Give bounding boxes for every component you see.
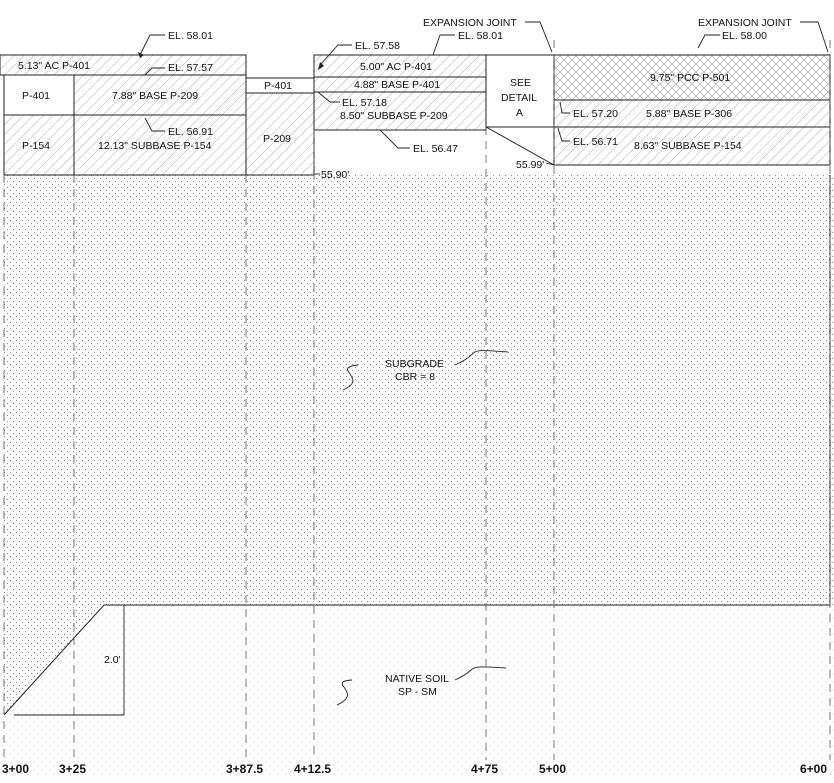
station-475: 4+75 bbox=[471, 762, 499, 776]
native-soil-label: NATIVE SOIL bbox=[385, 673, 449, 685]
label-subbase-850: 8.50" SUBBASE P-209 bbox=[340, 110, 448, 122]
station-300: 3+00 bbox=[2, 762, 30, 776]
label-p401-mid: P-401 bbox=[264, 80, 293, 92]
label-ac-500: 5.00" AC P-401 bbox=[360, 61, 433, 73]
label-p209-mid: P-209 bbox=[263, 133, 292, 145]
expansion-joint-1: EXPANSION JOINT bbox=[423, 17, 517, 29]
label-see-detail-3: A bbox=[516, 107, 524, 119]
label-pcc-975: 9.75" PCC P-501 bbox=[650, 72, 731, 84]
label-base-488: 4.88" BASE P-401 bbox=[354, 79, 441, 91]
dimension-label: 2.0' bbox=[104, 654, 121, 666]
el-5757: EL. 57.57 bbox=[168, 62, 213, 74]
label-subbase-863: 8.63" SUBBASE P-154 bbox=[634, 140, 742, 152]
el-5590: 55.90' bbox=[321, 169, 350, 181]
el-5599: 55.99' bbox=[516, 159, 545, 171]
label-p401-left: P-401 bbox=[22, 90, 51, 102]
subgrade-area bbox=[4, 175, 834, 605]
station-325: 3+25 bbox=[59, 762, 87, 776]
expansion-joint-2: EXPANSION JOINT bbox=[698, 17, 792, 29]
el-5801-left: EL. 58.01 bbox=[168, 30, 213, 42]
station-3875: 3+87.5 bbox=[226, 762, 264, 776]
native-soil-type: SP - SM bbox=[398, 686, 437, 698]
subgrade-label: SUBGRADE bbox=[385, 358, 444, 370]
label-base-788: 7.88" BASE P-209 bbox=[112, 90, 199, 102]
el-5800: EL. 58.00 bbox=[722, 30, 767, 42]
el-5647: EL. 56.47 bbox=[413, 143, 458, 155]
label-p154-left: P-154 bbox=[22, 140, 51, 152]
label-ac-left: 5.13" AC P-401 bbox=[18, 60, 91, 72]
el-5720: EL. 57.20 bbox=[573, 108, 618, 120]
label-see-detail-2: DETAIL bbox=[501, 92, 537, 104]
el-5718: EL. 57.18 bbox=[342, 97, 387, 109]
el-5801-mid: EL. 58.01 bbox=[458, 30, 503, 42]
subgrade-cbr: CBR = 8 bbox=[395, 371, 435, 383]
el-5671: EL. 56.71 bbox=[573, 136, 618, 148]
el-5758: EL. 57.58 bbox=[355, 40, 400, 52]
station-4125: 4+12.5 bbox=[294, 762, 332, 776]
station-500: 5+00 bbox=[539, 762, 567, 776]
station-600: 6+00 bbox=[800, 762, 828, 776]
label-base-588: 5.88" BASE P-306 bbox=[646, 108, 733, 120]
label-see-detail-1: SEE bbox=[510, 77, 532, 89]
label-subbase-1213: 12.13" SUBBASE P-154 bbox=[98, 140, 212, 152]
el-5691: EL. 56.91 bbox=[168, 126, 213, 138]
